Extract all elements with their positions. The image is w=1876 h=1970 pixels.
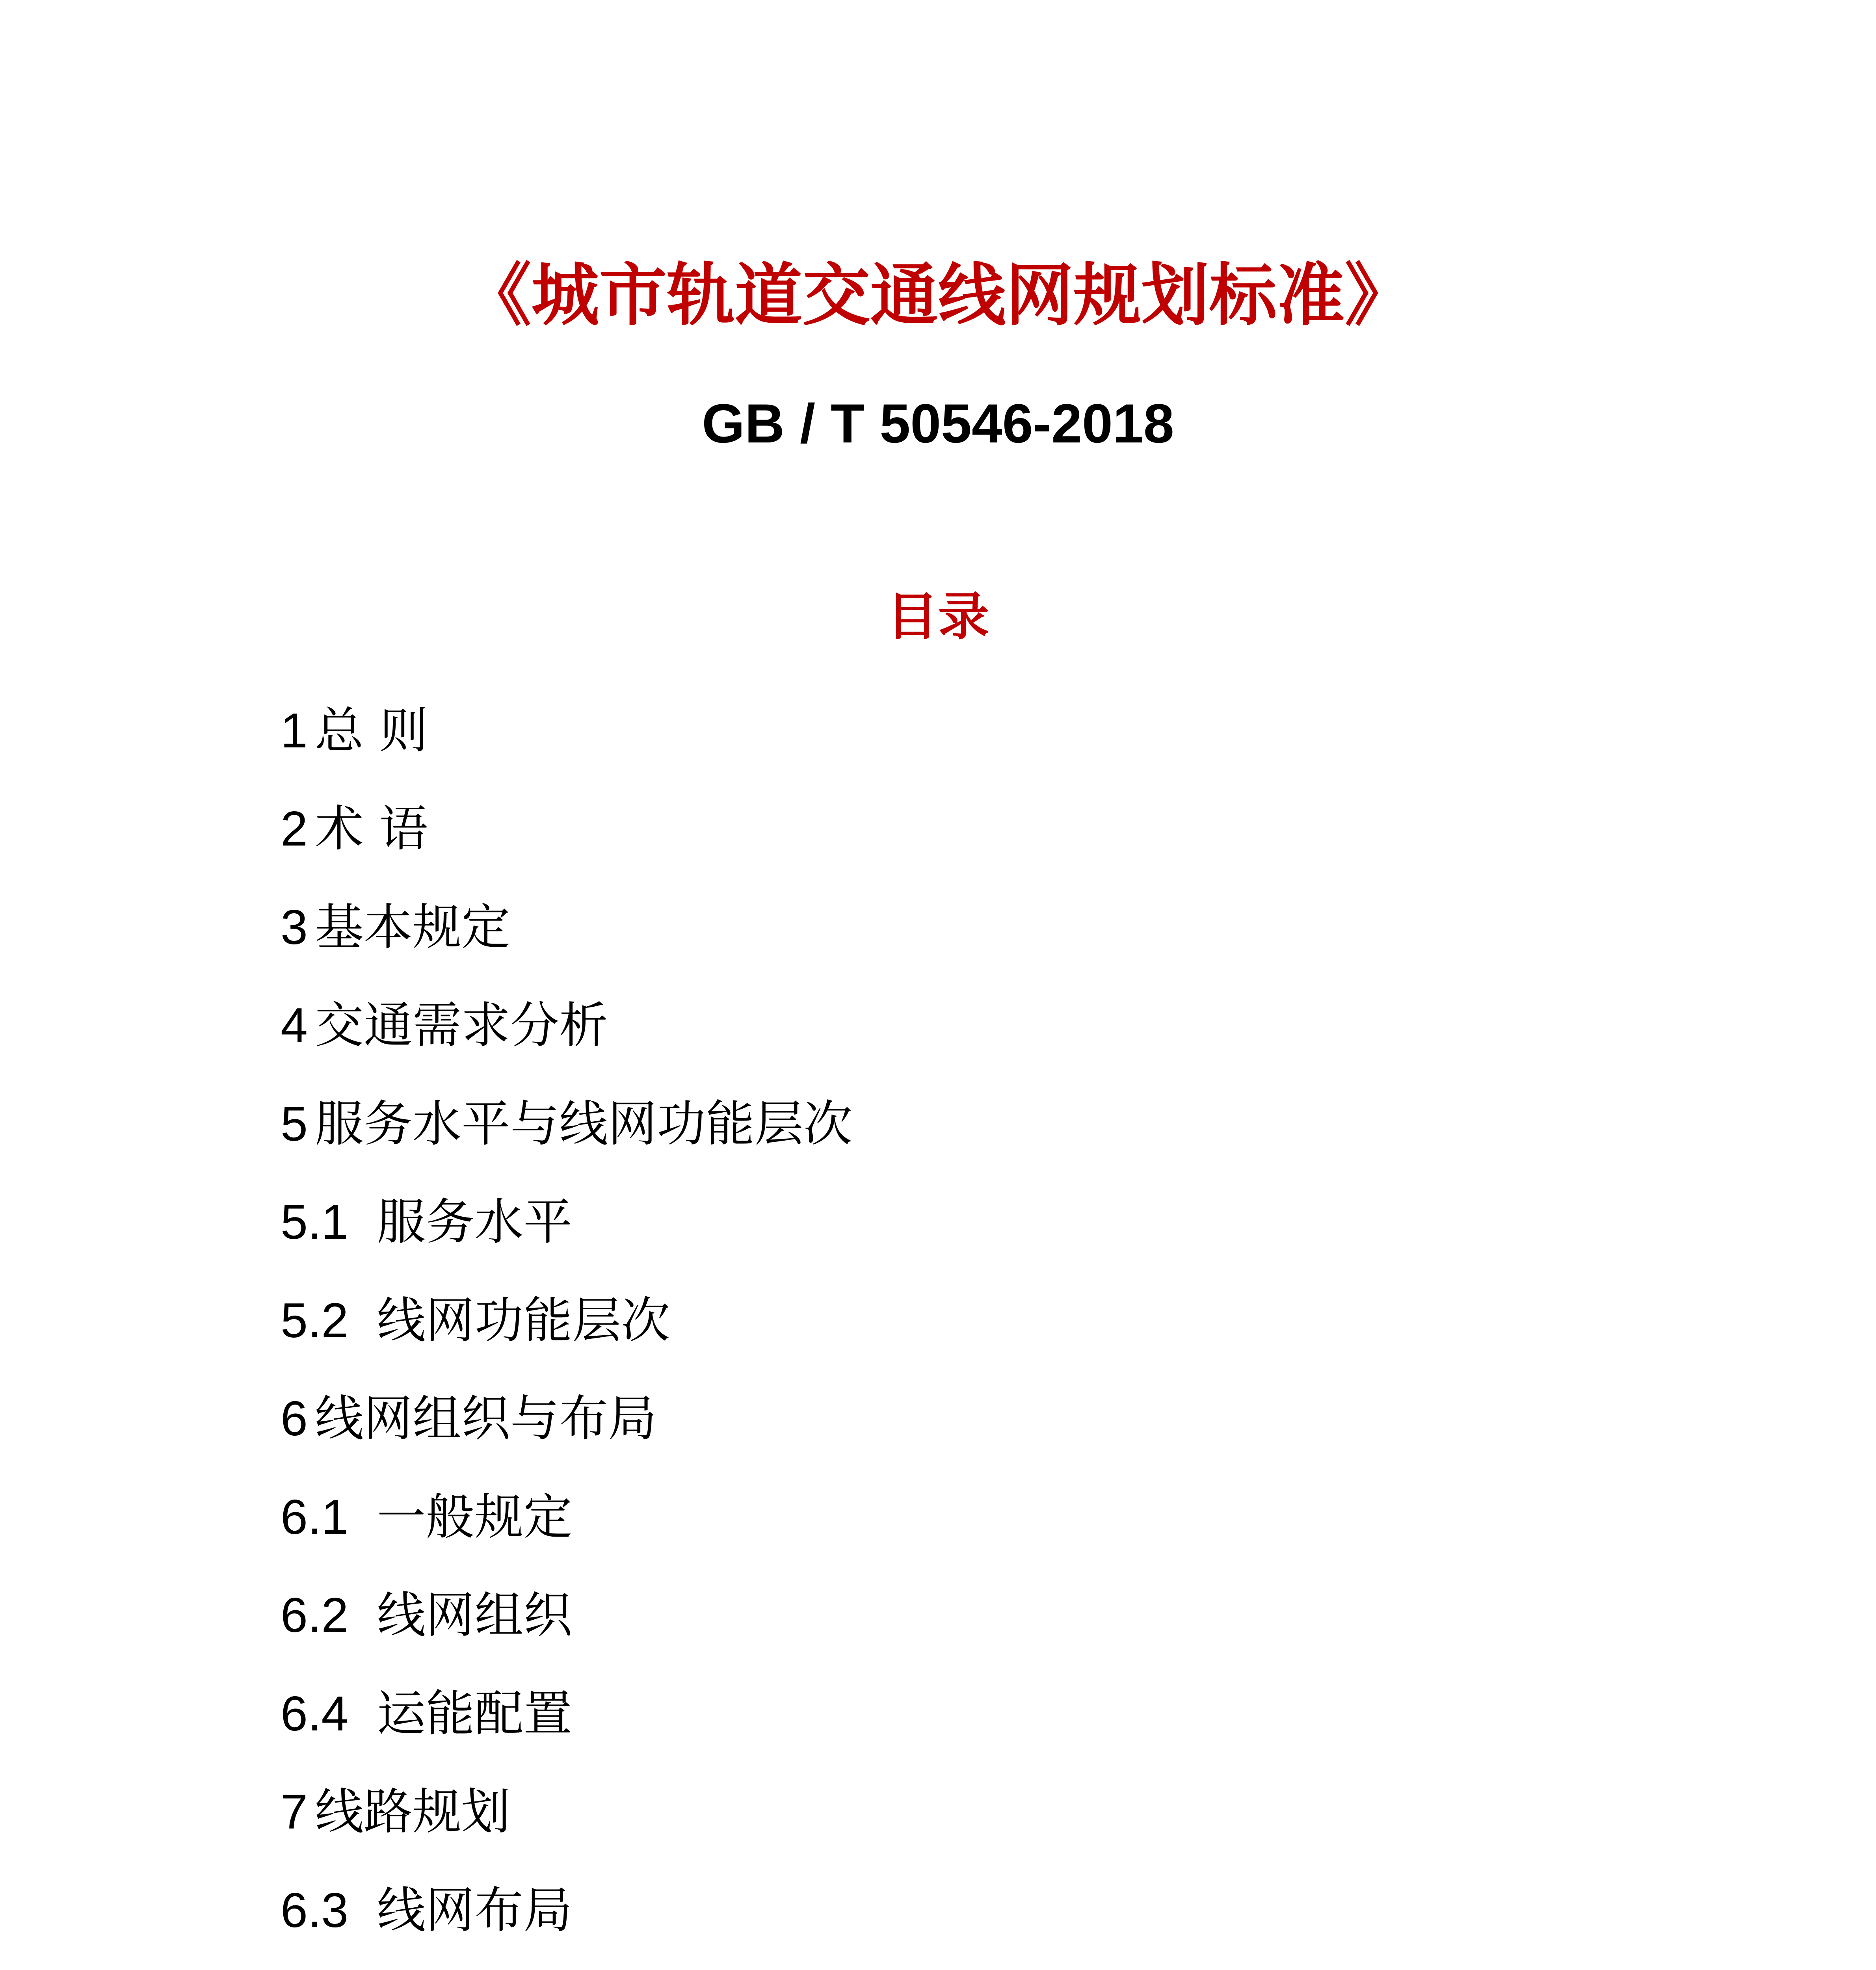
toc-item-7 <box>281 1763 852 1862</box>
toc-item-number: 7 <box>281 1785 308 1840</box>
toc-item-6-1 <box>281 1468 852 1567</box>
toc-item-4 <box>281 977 852 1075</box>
toc-item-5 <box>281 1075 852 1173</box>
table-of-contents <box>281 682 852 1970</box>
toc-item-number: 6.3 <box>281 1883 349 1938</box>
toc-item-text: 线网组织 <box>377 1587 573 1644</box>
toc-item-6 <box>281 1370 852 1468</box>
toc-item-text: 服务水平 <box>377 1194 573 1251</box>
toc-item-text: 一般规定 <box>377 1489 573 1546</box>
toc-item-number: 4 <box>281 998 308 1053</box>
document-title: 《城市轨道交通线网规划标准》 <box>463 256 1413 335</box>
toc-item-5-1 <box>281 1173 852 1272</box>
toc-item-6-2 <box>281 1567 852 1665</box>
toc-item-text: 服务水平与线网功能层次 <box>314 1095 852 1152</box>
toc-item-text: 运能配置 <box>377 1685 573 1742</box>
toc-item-number: 6.1 <box>281 1490 349 1544</box>
toc-item-text: 交通需求分析 <box>314 997 608 1054</box>
standard-code: GB / T 50546-2018 <box>702 392 1174 454</box>
toc-item-text: 线路规划 <box>314 1784 510 1841</box>
toc-item-1 <box>281 682 852 780</box>
toc-item-text: 术 语 <box>314 801 428 858</box>
toc-item-text: 线网组织与布局 <box>314 1390 657 1448</box>
toc-item-number: 5.2 <box>281 1293 349 1348</box>
toc-item-text: 基本规定 <box>314 899 510 956</box>
toc-item-5-2 <box>281 1271 852 1370</box>
toc-item-number: 3 <box>281 900 308 955</box>
toc-item-7-1 <box>281 1960 852 1970</box>
toc-item-number: 5.1 <box>281 1195 349 1250</box>
toc-item-number: 6.2 <box>281 1588 349 1643</box>
toc-item-6-4 <box>281 1665 852 1763</box>
toc-item-number: 6 <box>281 1392 308 1446</box>
toc-heading: 目录 <box>887 587 989 647</box>
toc-item-number: 5 <box>281 1097 308 1151</box>
toc-item-6-3 <box>281 1861 852 1960</box>
toc-item-text: 总 则 <box>314 702 428 759</box>
toc-item-text: 线网布局 <box>377 1882 573 1939</box>
toc-item-3 <box>281 878 852 977</box>
toc-item-number: 6.4 <box>281 1686 349 1741</box>
toc-item-text: 线网功能层次 <box>377 1292 670 1349</box>
toc-item-2 <box>281 780 852 879</box>
toc-item-number: 2 <box>281 802 308 857</box>
toc-item-number: 1 <box>281 703 308 758</box>
